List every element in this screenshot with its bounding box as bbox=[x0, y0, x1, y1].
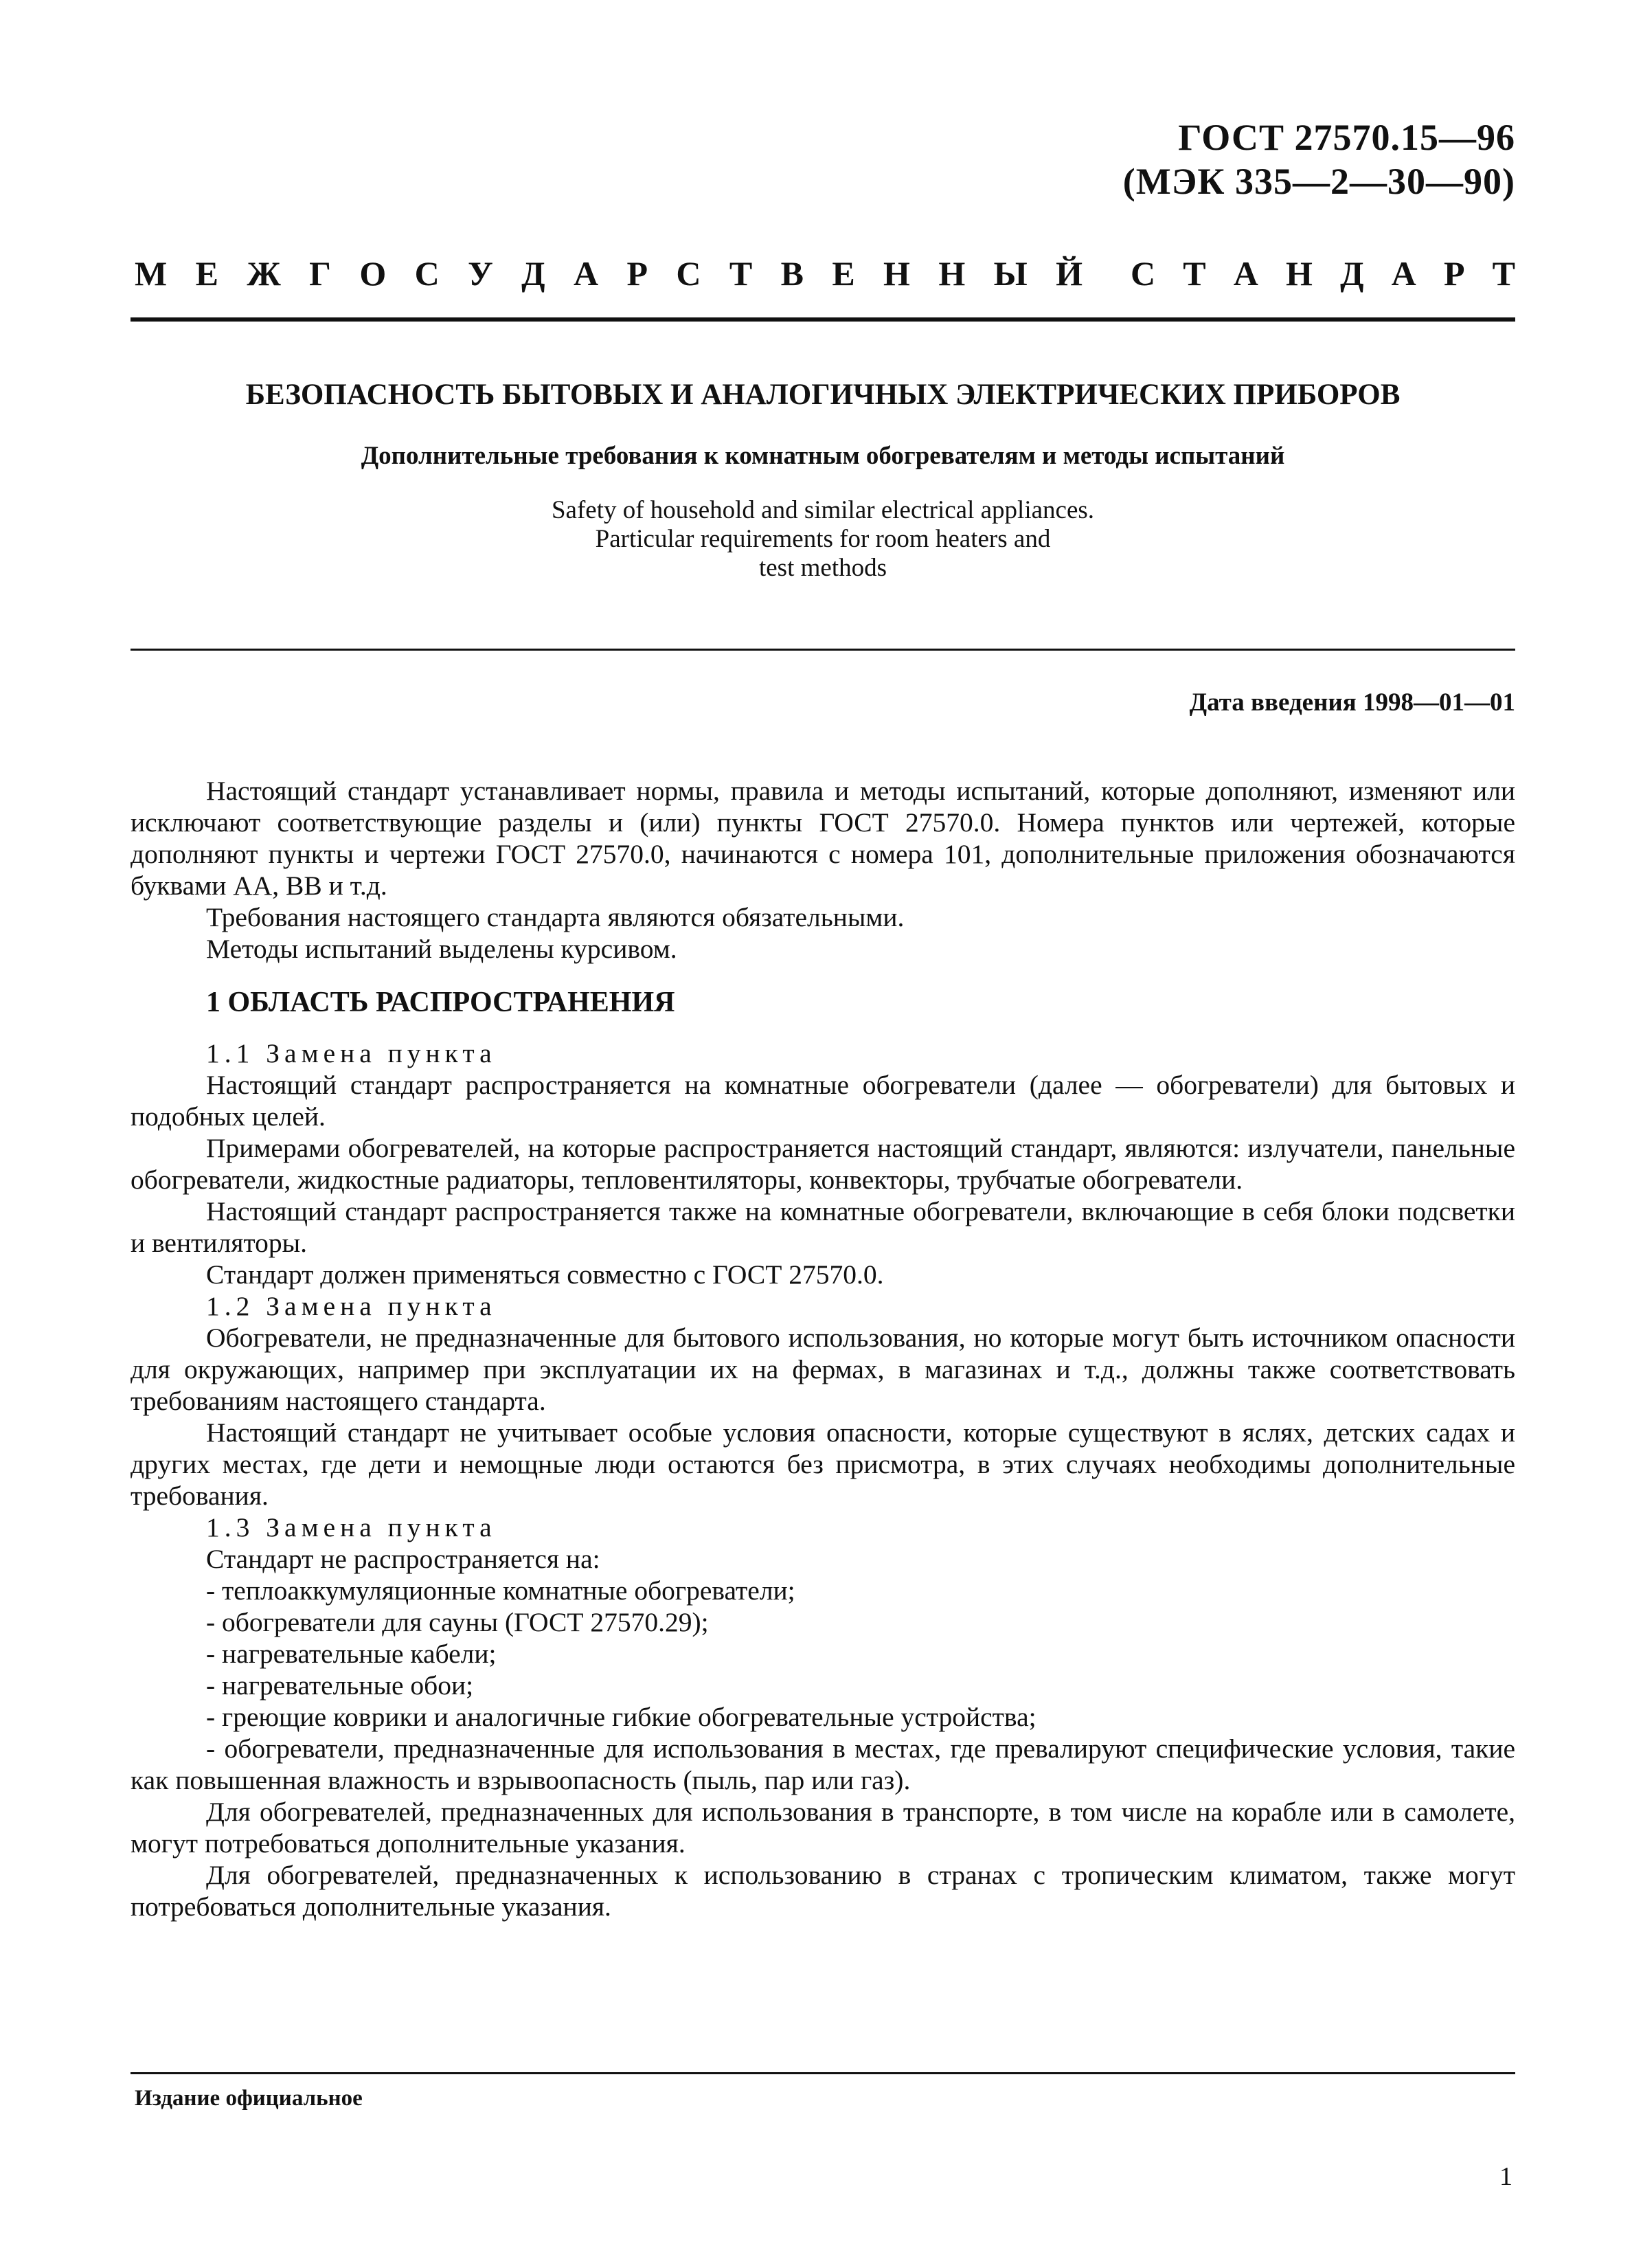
banner-letter: С bbox=[1131, 254, 1156, 293]
banner-letter: А bbox=[573, 254, 599, 293]
paragraph: Для обогревателей, предназначенных для использования в транспорте, в том числе на корабле или в самолете, могут потребоваться дополнительные указания. bbox=[131, 1797, 1515, 1859]
english-title bbox=[131, 496, 1515, 583]
standard-identifier bbox=[1123, 115, 1515, 203]
english-title-line: Safety of household and similar electrical appliances. bbox=[551, 496, 1095, 524]
standard-number: ГОСТ 27570.15—96 bbox=[1178, 117, 1515, 158]
banner-letter: Т bbox=[1183, 254, 1206, 293]
interstate-standard-banner bbox=[135, 253, 1515, 294]
banner-letter: Т bbox=[1492, 254, 1515, 293]
paragraph: Настоящий стандарт распространяется на комнатные обогреватели (далее — обогреватели) для бытовых и подобных целей. bbox=[131, 1070, 1515, 1132]
paragraph: Стандарт должен применяться совместно с ГОСТ 27570.0. bbox=[206, 1259, 884, 1290]
list-item: - нагревательные обои; bbox=[206, 1670, 474, 1700]
banner-letter: Й bbox=[1056, 254, 1083, 293]
list-item: - теплоаккумуляционные комнатные обогреватели; bbox=[206, 1575, 795, 1606]
page-number: 1 bbox=[1499, 2162, 1512, 2191]
banner-letter: В bbox=[780, 254, 804, 293]
banner-letter: С bbox=[414, 254, 440, 293]
banner-letter: У bbox=[468, 254, 493, 293]
list-item: - греющие коврики и аналогичные гибкие обогревательные устройства; bbox=[206, 1702, 1036, 1732]
banner-word-interstate bbox=[135, 253, 1083, 294]
banner-letter: Г bbox=[309, 254, 331, 293]
banner-word-standard bbox=[1131, 253, 1515, 294]
introduction-date: Дата введения 1998—01—01 bbox=[1189, 688, 1515, 717]
banner-letter: Ы bbox=[993, 254, 1028, 293]
banner-letter: А bbox=[1391, 254, 1416, 293]
banner-letter: А bbox=[1233, 254, 1258, 293]
clause-label: 1.3 Замена пункта bbox=[206, 1512, 497, 1542]
intro-paragraph: Методы испытаний выделены курсивом. bbox=[206, 934, 677, 964]
banner-letter: Е bbox=[832, 254, 855, 293]
paragraph: Настоящий стандарт распространяется также на комнатные обогреватели, включающие в себя блоки подсветки и вентиляторы. bbox=[131, 1196, 1515, 1258]
banner-letter: М bbox=[135, 254, 168, 293]
banner-letter: О bbox=[359, 254, 387, 293]
banner-letter: Р bbox=[626, 254, 648, 293]
clause-label: 1.1 Замена пункта bbox=[206, 1038, 497, 1068]
edition-label: Издание официальное bbox=[135, 2086, 363, 2111]
paragraph: Примерами обогревателей, на которые распространяется настоящий стандарт, являются: излучатели, панельные обогреватели, жидкостные радиаторы, тепловентиляторы, конвекторы, трубчатые обогреватели. bbox=[131, 1133, 1515, 1195]
banner-letter: Н bbox=[1286, 254, 1313, 293]
banner-letter: Е bbox=[195, 254, 218, 293]
iec-reference: (МЭК 335—2—30—90) bbox=[1122, 161, 1515, 202]
document-subtitle: Дополнительные требования к комнатным обогревателям и методы испытаний bbox=[361, 442, 1285, 470]
footer-divider bbox=[131, 2072, 1515, 2074]
banner-letter: Ж bbox=[247, 254, 281, 293]
document-title: БЕЗОПАСНОСТЬ БЫТОВЫХ И АНАЛОГИЧНЫХ ЭЛЕКТРИЧЕСКИХ ПРИБОРОВ bbox=[245, 379, 1401, 411]
banner-letter: Д bbox=[1340, 254, 1364, 293]
banner-letter: Н bbox=[938, 254, 966, 293]
title-divider bbox=[131, 649, 1515, 651]
list-item: - обогреватели для сауны (ГОСТ 27570.29); bbox=[206, 1607, 709, 1637]
paragraph: Для обогревателей, предназначенных к использованию в странах с тропическим климатом, также могут потребоваться дополнительные указания. bbox=[131, 1860, 1515, 1922]
paragraph: Стандарт не распространяется на: bbox=[206, 1544, 600, 1574]
banner-letter: Т bbox=[729, 254, 753, 293]
english-title-line: Particular requirements for room heaters and bbox=[595, 525, 1051, 553]
banner-letter: Д bbox=[521, 254, 545, 293]
paragraph: Настоящий стандарт не учитывает особые условия опасности, которые существуют в яслях, детских садах и других местах, где дети и немощные люди остаются без присмотра, в этих случаях необходимы дополнительные требования. bbox=[131, 1417, 1515, 1511]
document-body bbox=[131, 775, 1515, 1922]
section-heading: 1 ОБЛАСТЬ РАСПРОСТРАНЕНИЯ bbox=[206, 987, 675, 1018]
english-title-line: test methods bbox=[758, 554, 887, 582]
list-item: - обогреватели, предназначенные для использования в местах, где превалируют специфические условия, такие как повышенная влажность и взрывоопасность (пыль, пар или газ). bbox=[131, 1733, 1515, 1795]
paragraph: Обогреватели, не предназначенные для бытового использования, но которые могут быть источником опасности для окружающих, например при эксплуатации их на фермах, в магазинах и т.д., должны также соответствовать требованиям настоящего стандарта. bbox=[131, 1323, 1515, 1416]
banner-letter: Н bbox=[883, 254, 910, 293]
intro-paragraph: Требования настоящего стандарта являются обязательными. bbox=[206, 902, 905, 932]
header-divider-thick bbox=[131, 317, 1515, 322]
intro-paragraph: Настоящий стандарт устанавливает нормы, правила и методы испытаний, которые дополняют, изменяют или исключают соответствующие разделы и (или) пункты ГОСТ 27570.0. Номера пунктов или чертежей, которые дополняют пункты и чертежи ГОСТ 27570.0, начинаются с номера 101, дополнительные приложения обозначаются буквами АА, ВВ и т.д. bbox=[131, 776, 1515, 901]
clause-label: 1.2 Замена пункта bbox=[206, 1291, 497, 1321]
banner-letter: С bbox=[676, 254, 701, 293]
banner-letter: Р bbox=[1443, 254, 1465, 293]
list-item: - нагревательные кабели; bbox=[206, 1639, 497, 1669]
